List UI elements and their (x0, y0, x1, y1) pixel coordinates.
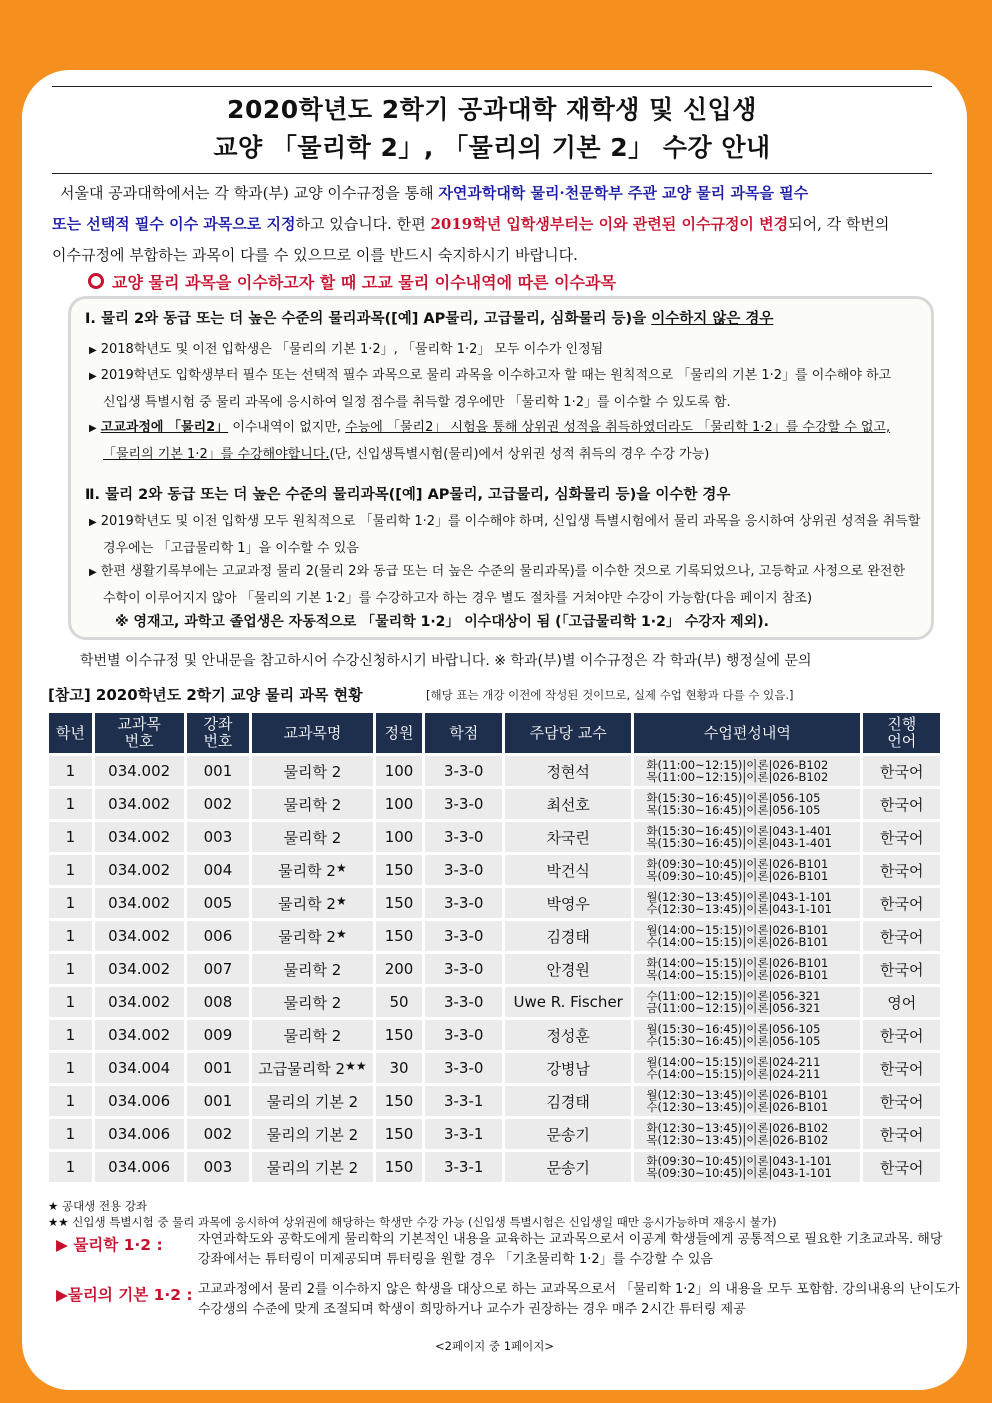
column-header: 학년 (49, 713, 95, 753)
schedule-line: 목(09:30~10:45)|이론|043-1-101 (646, 1166, 832, 1180)
bullet-text: (단, 신입생특별시험(물리)에서 상위권 성적 취득의 경우 수강 가능) (329, 447, 710, 462)
cell-language: 한국어 (863, 1020, 943, 1050)
cell-professor: 안경원 (505, 954, 634, 984)
intro-text: 되어, 각 학번의 (788, 215, 890, 233)
cell-course-code: 034.002 (95, 756, 187, 786)
star-marker: ★ (335, 926, 347, 941)
cell-capacity: 150 (376, 1086, 426, 1116)
cell-credit: 3-3-0 (425, 987, 505, 1017)
triangle-bullet-icon: ▶ (89, 517, 97, 528)
cell-grade: 1 (49, 1119, 95, 1149)
cell-credit: 3-3-0 (425, 888, 505, 918)
cell-course-code: 034.002 (95, 987, 187, 1017)
schedule-line: 수(12:30~13:45)|이론|043-1-101 (646, 902, 832, 916)
cell-professor: 박건식 (505, 855, 634, 885)
cell-credit: 3-3-0 (425, 789, 505, 819)
course-table (49, 710, 943, 1185)
bullet-text: 2019학년도 및 이전 입학생 모두 원칙적으로 「물리학 1·2」를 이수해야 하며, 신입생 특별시험에서 물리 과목을 응시하여 상위권 성적을 취득할 (100, 514, 921, 529)
case2-bullet-2 (89, 559, 905, 612)
cell-capacity: 30 (376, 1053, 426, 1083)
schedule-line: 목(15:30~16:45)|이론|056-105 (646, 803, 821, 817)
bullet-text: 한편 생활기록부에는 고교과정 물리 2(물리 2와 동급 또는 더 높은 수준의 물리과목)를 이수한 것으로 기록되었으나, 고등학교 사정으로 완전한 (100, 564, 906, 579)
cell-credit: 3-3-0 (425, 921, 505, 951)
star-marker: ★ (335, 893, 347, 908)
cell-course-name (252, 822, 375, 852)
cell-course-code: 034.002 (95, 1020, 187, 1050)
table-row (49, 954, 943, 984)
cell-capacity: 150 (376, 1152, 426, 1182)
cell-professor: 강병남 (505, 1053, 634, 1083)
cell-credit: 3-3-1 (425, 1152, 505, 1182)
cell-section: 002 (187, 789, 253, 819)
course-name-text: 물리학 2 (278, 861, 336, 880)
table-row (49, 888, 943, 918)
schedule-line: 화(09:30~10:45)|이론|043-1-101 (646, 1153, 832, 1168)
cell-grade: 1 (49, 1053, 95, 1083)
bullet-text: 수학이 이루어지지 않아 「물리의 기본 1·2」를 수강하고자 하는 경우 별도 절차를 거쳐야만 수강이 가능함(다음 페이지 참조) (103, 591, 813, 606)
table-row (49, 822, 943, 852)
table-header-row (49, 713, 943, 753)
course-name-text: 물리의 기본 2 (266, 1125, 359, 1144)
cell-course-code: 034.002 (95, 888, 187, 918)
course-name-text: 물리학 2 (278, 927, 336, 946)
cell-language: 한국어 (863, 1119, 943, 1149)
schedule-line: 월(15:30~16:45)|이론|056-105 (646, 1021, 821, 1036)
definition-line: 자연과학도와 공학도에게 물리학의 기본적인 내용을 교육하는 교과목으로서 이공계 학생들에게 공통적으로 필요한 기초교과목. 해당 (198, 1232, 943, 1247)
cell-professor: 차국린 (505, 822, 634, 852)
cell-professor: 김경태 (505, 921, 634, 951)
intro-text: 이수규정에 부합하는 과목이 다를 수 있으므로 이를 반드시 숙지하시기 바랍니다. (52, 246, 578, 264)
cell-schedule (634, 921, 863, 951)
course-name-text: 물리학 2 (283, 960, 342, 979)
cell-schedule (634, 1119, 863, 1149)
document-title (52, 86, 932, 174)
column-header: 강좌 번호 (187, 713, 253, 753)
reference-heading: [참고] 2020학년도 2학기 교양 물리 과목 현황 (48, 686, 363, 704)
cell-course-name (252, 1119, 375, 1149)
cell-course-name (252, 1053, 375, 1083)
cell-grade: 1 (49, 1020, 95, 1050)
schedule-line: 수(12:30~13:45)|이론|026-B101 (646, 1100, 829, 1114)
cell-course-name (252, 921, 375, 951)
schedule-line: 목(11:00~12:15)|이론|026-B102 (646, 770, 829, 784)
section-heading-text: 교양 물리 과목을 이수하고자 할 때 고교 물리 이수내역에 따른 이수과목 (112, 273, 616, 292)
bullet-bold: 고교과정에 「물리2」 (100, 420, 229, 435)
cell-grade: 1 (49, 1086, 95, 1116)
course-name-text: 물리학 2 (283, 1026, 342, 1045)
cell-section: 003 (187, 822, 253, 852)
case2-bullet-1 (89, 509, 920, 562)
cell-grade: 1 (49, 756, 95, 786)
bullet-text: 신입생 특별시험 중 물리 과목에 응시하여 일정 점수를 취득할 경우에만 「물리학 1·2」를 이수할 수 있도록 함. (103, 395, 731, 410)
column-header: 수업편성내역 (634, 713, 863, 753)
bullet-underline: 「물리의 기본 1·2」를 수강해야합니다. (103, 447, 330, 462)
schedule-line: 수(15:30~16:45)|이론|056-105 (646, 1034, 821, 1048)
cell-credit: 3-3-1 (425, 1086, 505, 1116)
column-header: 교과목 번호 (95, 713, 187, 753)
cell-capacity: 150 (376, 855, 426, 885)
schedule-line: 월(12:30~13:45)|이론|026-B101 (646, 1087, 829, 1102)
cell-section: 001 (187, 1053, 253, 1083)
cell-grade: 1 (49, 1152, 95, 1182)
course-name-text: 물리학 2 (283, 762, 342, 781)
definition-line: 강좌에서는 튜터링이 미제공되며 튜터링을 원할 경우 「기초물리학 1·2」를 수강할 수 있음 (198, 1252, 713, 1267)
cell-capacity: 100 (376, 756, 426, 786)
cell-language: 한국어 (863, 1053, 943, 1083)
definition-line: 고교과정에서 물리 2를 이수하지 않은 학생을 대상으로 하는 교과목으로서 「물리학 1·2」의 내용을 모두 포함함. 강의내용의 난이도가 (198, 1282, 960, 1297)
star-marker: ★★ (345, 1058, 367, 1073)
cell-section: 004 (187, 855, 253, 885)
cell-course-code: 034.002 (95, 921, 187, 951)
bullet-text: 2018학년도 및 이전 입학생은 「물리의 기본 1·2」, 「물리학 1·2」 모두 이수가 인정됨 (100, 342, 604, 357)
cell-course-code: 034.004 (95, 1053, 187, 1083)
schedule-line: 수(14:00~15:15)|이론|024-211 (646, 1067, 821, 1081)
schedule-line: 화(11:00~12:15)|이론|026-B102 (646, 757, 829, 772)
cell-course-name (252, 954, 375, 984)
cell-language: 한국어 (863, 954, 943, 984)
cell-professor: 김경태 (505, 1086, 634, 1116)
cell-grade: 1 (49, 954, 95, 984)
cell-grade: 1 (49, 888, 95, 918)
cell-section: 006 (187, 921, 253, 951)
cell-section: 007 (187, 954, 253, 984)
cell-professor: 박영우 (505, 888, 634, 918)
case1-heading (85, 307, 773, 328)
definition-text-physics (198, 1230, 942, 1270)
case2-note: ※ 영재고, 과학고 졸업생은 자동적으로 「물리학 1·2」 이수대상이 됨 (「고급물리학 1·2」 수강자 제외). (115, 614, 769, 630)
cell-schedule (634, 954, 863, 984)
cell-course-code: 034.006 (95, 1119, 187, 1149)
table-row (49, 1053, 943, 1083)
cell-section: 002 (187, 1119, 253, 1149)
title-line-1: 2020학년도 2학기 공과대학 재학생 및 신입생 (227, 95, 757, 124)
cell-language: 영어 (863, 987, 943, 1017)
page-indicator: <2페이지 중 1페이지> (435, 1339, 554, 1353)
definition-label-physics: ▶ 물리학 1·2 : (56, 1236, 163, 1254)
footnote-double-star: ★★ 신입생 특별시험 중 물리 과목에 응시하여 상위권에 해당하는 학생만 수강 가능 (신입생 특별시험은 신입생일 때만 응시가능하며 재응시 불가) (48, 1215, 777, 1229)
cell-schedule (634, 987, 863, 1017)
cell-capacity: 150 (376, 1020, 426, 1050)
reference-note: [해당 표는 개강 이전에 작성된 것이므로, 실제 수업 현황과 다를 수 있음.] (426, 688, 794, 702)
cell-grade: 1 (49, 822, 95, 852)
cell-course-name (252, 1086, 375, 1116)
column-header: 학점 (425, 713, 505, 753)
cell-course-code: 034.006 (95, 1152, 187, 1182)
section-heading (88, 270, 616, 293)
document-sheet (22, 70, 967, 1390)
cell-course-code: 034.006 (95, 1086, 187, 1116)
intro-warning: 2019학년 입학생부터는 이와 관련된 이수규정이 변경 (430, 215, 789, 233)
footnote-single-star: ★ 공대생 전용 강좌 (48, 1199, 148, 1213)
cell-section: 005 (187, 888, 253, 918)
schedule-line: 수(14:00~15:15)|이론|026-B101 (646, 935, 829, 949)
column-header: 진행 언어 (863, 713, 943, 753)
cell-professor: 정성훈 (505, 1020, 634, 1050)
course-name-text: 고급물리학 2 (258, 1059, 346, 1078)
course-name-text: 물리학 2 (278, 894, 336, 913)
cell-credit: 3-3-0 (425, 954, 505, 984)
triangle-bullet-icon: ▶ (89, 371, 97, 382)
cell-capacity: 150 (376, 1119, 426, 1149)
schedule-line: 금(11:00~12:15)|이론|056-321 (646, 1001, 821, 1015)
cell-schedule (634, 822, 863, 852)
cell-language: 한국어 (863, 1086, 943, 1116)
cell-language: 한국어 (863, 888, 943, 918)
table-row (49, 1152, 943, 1182)
cell-grade: 1 (49, 855, 95, 885)
schedule-line: 목(09:30~10:45)|이론|026-B101 (646, 869, 829, 883)
intro-text: 하고 있습니다. 한편 (295, 215, 431, 233)
cell-grade: 1 (49, 987, 95, 1017)
cell-credit: 3-3-1 (425, 1119, 505, 1149)
cell-schedule (634, 1020, 863, 1050)
circle-bullet-icon (88, 273, 104, 289)
schedule-line: 목(14:00~15:15)|이론|026-B101 (646, 968, 829, 982)
cell-course-code: 034.002 (95, 789, 187, 819)
cell-section: 003 (187, 1152, 253, 1182)
cell-language: 한국어 (863, 855, 943, 885)
intro-highlight: 또는 선택적 필수 이수 과목으로 지정 (52, 215, 296, 233)
cell-course-name (252, 789, 375, 819)
definition-label-basic-physics: ▶물리의 기본 1·2 : (56, 1286, 193, 1304)
column-header: 정원 (376, 713, 426, 753)
schedule-line: 화(15:30~16:45)|이론|043-1-401 (646, 823, 832, 838)
cell-schedule (634, 756, 863, 786)
cell-schedule (634, 1053, 863, 1083)
cell-credit: 3-3-0 (425, 1020, 505, 1050)
bullet-text: 경우에는 「고급물리학 1」을 이수할 수 있음 (103, 541, 359, 556)
schedule-line: 월(14:00~15:15)|이론|024-211 (646, 1054, 821, 1069)
column-header: 교과목명 (252, 713, 375, 753)
cell-language: 한국어 (863, 789, 943, 819)
cell-schedule (634, 1152, 863, 1182)
cell-language: 한국어 (863, 756, 943, 786)
case1-heading-emphasis: 이수하지 않은 경우 (651, 311, 774, 327)
cell-professor: 정현석 (505, 756, 634, 786)
cell-course-name (252, 1152, 375, 1182)
case1-bullet-1 (89, 337, 603, 364)
course-name-text: 물리학 2 (283, 993, 342, 1012)
column-header: 주담당 교수 (505, 713, 634, 753)
cell-course-code: 034.002 (95, 954, 187, 984)
cell-credit: 3-3-0 (425, 1053, 505, 1083)
cell-course-name (252, 888, 375, 918)
triangle-bullet-icon: ▶ (89, 423, 97, 434)
cell-course-code: 034.002 (95, 822, 187, 852)
cell-course-name (252, 855, 375, 885)
cell-capacity: 200 (376, 954, 426, 984)
title-line-2: 교양 「물리학 2」, 「물리의 기본 2」 수강 안내 (213, 133, 771, 162)
case2-heading: Ⅱ. 물리 2와 동급 또는 더 높은 수준의 물리과목([예] AP물리, 고급물리, 심화물리 등)을 이수한 경우 (85, 487, 731, 503)
cell-credit: 3-3-0 (425, 756, 505, 786)
cell-course-name (252, 987, 375, 1017)
cell-capacity: 100 (376, 789, 426, 819)
cell-capacity: 50 (376, 987, 426, 1017)
cell-professor: 최선호 (505, 789, 634, 819)
case1-bullet-3 (89, 415, 890, 468)
cell-professor: Uwe R. Fischer (505, 987, 634, 1017)
schedule-line: 화(09:30~10:45)|이론|026-B101 (646, 856, 829, 871)
intro-text: 서울대 공과대학에서는 각 학과(부) 교양 이수규정을 통해 (60, 184, 439, 202)
bullet-text: 이수내역이 없지만, (228, 420, 346, 435)
cell-section: 001 (187, 756, 253, 786)
schedule-line: 목(15:30~16:45)|이론|043-1-401 (646, 836, 832, 850)
definition-text-basic-physics (198, 1280, 960, 1320)
cell-capacity: 100 (376, 822, 426, 852)
bullet-underline: 수능에 「물리2」 시험을 통해 상위권 성적을 취득하였더라도 「물리학 1·2」를 수강할 수 없고, (345, 420, 891, 435)
schedule-line: 월(14:00~15:15)|이론|026-B101 (646, 922, 829, 937)
course-name-text: 물리의 기본 2 (266, 1092, 359, 1111)
triangle-bullet-icon: ▶ (89, 345, 97, 356)
requirements-box (68, 296, 934, 640)
course-name-text: 물리의 기본 2 (266, 1158, 359, 1177)
cell-schedule (634, 855, 863, 885)
course-name-text: 물리학 2 (283, 795, 342, 814)
cell-schedule (634, 888, 863, 918)
cell-course-name (252, 1020, 375, 1050)
cell-language: 한국어 (863, 921, 943, 951)
table-row (49, 921, 943, 951)
table-row (49, 855, 943, 885)
cell-schedule (634, 789, 863, 819)
bullet-text: 2019학년도 입학생부터 필수 또는 선택적 필수 과목으로 물리 과목을 이수하고자 할 때는 원칙적으로 「물리의 기본 1·2」를 이수해야 하고 (100, 368, 892, 383)
course-name-text: 물리학 2 (283, 828, 342, 847)
table-row (49, 756, 943, 786)
schedule-line: 목(12:30~13:45)|이론|026-B102 (646, 1133, 829, 1147)
definition-line: 수강생의 수준에 맞게 조절되며 학생이 희망하거나 교수가 권장하는 경우 매주 2시간 튜터링 제공 (198, 1302, 746, 1317)
cell-professor: 문송기 (505, 1152, 634, 1182)
schedule-line: 화(14:00~15:15)|이론|026-B101 (646, 955, 829, 970)
triangle-bullet-icon: ▶ (89, 567, 97, 578)
table-row (49, 987, 943, 1017)
intro-paragraph (52, 178, 944, 271)
cell-schedule (634, 1086, 863, 1116)
table-row (49, 1119, 943, 1149)
schedule-line: 화(12:30~13:45)|이론|026-B102 (646, 1120, 829, 1135)
cell-course-code: 034.002 (95, 855, 187, 885)
cell-grade: 1 (49, 921, 95, 951)
table-row (49, 1086, 943, 1116)
closing-text: 학번별 이수규정 및 안내문을 참고하시어 수강신청하시기 바랍니다. ※ 학과(부)별 이수규정은 각 학과(부) 행정실에 문의 (80, 653, 812, 669)
cell-course-name (252, 756, 375, 786)
cell-language: 한국어 (863, 822, 943, 852)
cell-section: 008 (187, 987, 253, 1017)
star-marker: ★ (335, 860, 347, 875)
cell-grade: 1 (49, 789, 95, 819)
table-row (49, 789, 943, 819)
cell-professor: 문송기 (505, 1119, 634, 1149)
cell-capacity: 150 (376, 921, 426, 951)
schedule-line: 월(12:30~13:45)|이론|043-1-101 (646, 889, 832, 904)
cell-section: 001 (187, 1086, 253, 1116)
cell-language: 한국어 (863, 1152, 943, 1182)
schedule-line: 화(15:30~16:45)|이론|056-105 (646, 790, 821, 805)
cell-credit: 3-3-0 (425, 855, 505, 885)
case1-heading-text: Ⅰ. 물리 2와 동급 또는 더 높은 수준의 물리과목([예] AP물리, 고급물리, 심화물리 등)을 (85, 311, 652, 327)
cell-section: 009 (187, 1020, 253, 1050)
cell-capacity: 150 (376, 888, 426, 918)
schedule-line: 수(11:00~12:15)|이론|056-321 (646, 988, 821, 1003)
cell-credit: 3-3-0 (425, 822, 505, 852)
intro-highlight: 자연과학대학 물리·천문학부 주관 교양 물리 과목을 필수 (438, 184, 809, 202)
case1-bullet-2 (89, 363, 891, 416)
table-row (49, 1020, 943, 1050)
